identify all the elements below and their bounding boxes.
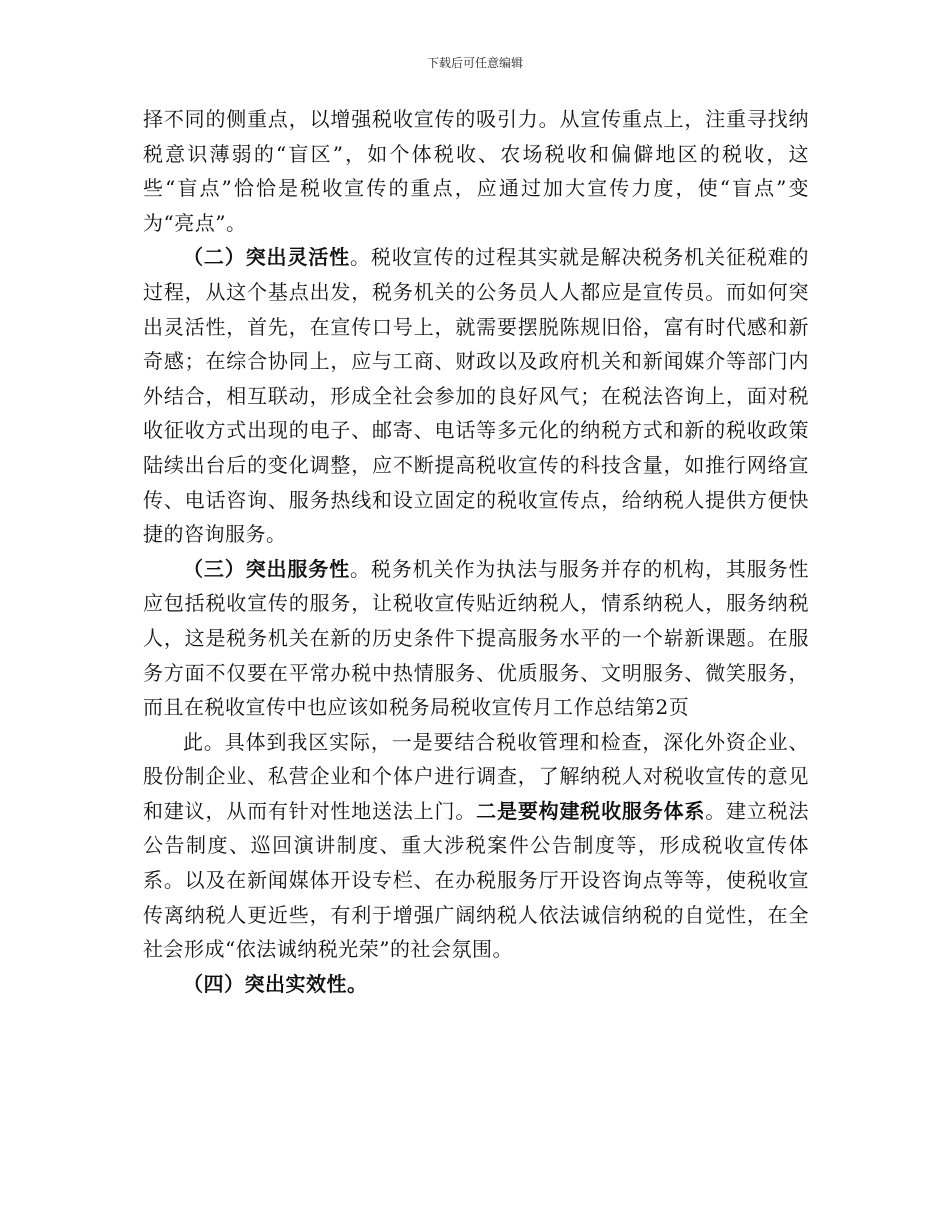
section-heading-effectiveness: （四）突出实效性。	[183, 971, 368, 996]
section-heading-service: （三）突出服务性	[183, 556, 351, 581]
document-body	[143, 102, 809, 1001]
paragraph-3-text: 。税务机关作为执法与服务并存的机构，其服务性应包括税收宣传的服务，让税收宣传贴近纳税人，情系纳税人，服务纳税人，这是税务机关在新的历史条件下提高服务水平的一个崭新课题。在服务方面不仅要在平常办税中热情服务、优质服务、文明服务、微笑服务，而且在税收宣传中也应该如税务局税收宣传月工作总结第2页	[143, 556, 810, 720]
paragraph-1-text: 择不同的侧重点，以增强税收宣传的吸引力。从宣传重点上，注重寻找纳税意识薄弱的“盲区”，如个体税收、农场税收和偏僻地区的税收，这些“盲点”恰恰是税收宣传的重点，应通过加大宣传力度，使“盲点”变为“亮点”。	[143, 107, 809, 235]
paragraph-2-text: 。税收宣传的过程其实就是解决税务机关征税难的过程，从这个基点出发，税务机关的公务员人人都应是宣传员。而如何突出灵活性，首先，在宣传口号上，就需要摆脱陈规旧俗，富有时代感和新奇感；在综合协同上，应与工商、财政以及政府机关和新闻媒介等部门内外结合，相互联动，形成全社会参加的良好风气；在税法咨询上，面对税收征收方式出现的电子、邮寄、电话等多元化的纳税方式和新的税收政策陆续出台后的变化调整，应不断提高税收宣传的科技含量，如推行网络宣传、电话咨询、服务热线和设立固定的税收宣传点，给纳税人提供方便快捷的咨询服务。	[143, 245, 810, 547]
paragraph-4-bold-phrase: 二是要构建税收服务体系	[476, 798, 706, 823]
paragraph-1	[143, 102, 809, 240]
paragraph-4	[143, 725, 809, 967]
page-header: 下载后可任意编辑	[426, 56, 523, 70]
paragraph-2	[143, 240, 809, 551]
paragraph-3	[143, 552, 809, 725]
paragraph-5	[143, 967, 809, 1002]
paragraph-4-text-a: 此。具体到我区实际，一是要结合税收管理和检查，深化外资企业、股份制企业、私营企业和个体户进行调查，了解纳税人对税收宣传的意见和建议，从而有针对性地送法上门。	[143, 729, 809, 823]
paragraph-4-text-b: 。建立税法公告制度、巡回演讲制度、重大涉税案件公告制度等，形成税收宣传体系。以及在新闻媒体开设专栏、在办税服务厅开设咨询点等等，使税收宣传离纳税人更近些，有利于增强广阔纳税人依法诚信纳税的自觉性，在全社会形成“依法诚纳税光荣”的社会氛围。	[143, 798, 810, 962]
section-heading-flexibility: （二）突出灵活性	[183, 245, 351, 270]
